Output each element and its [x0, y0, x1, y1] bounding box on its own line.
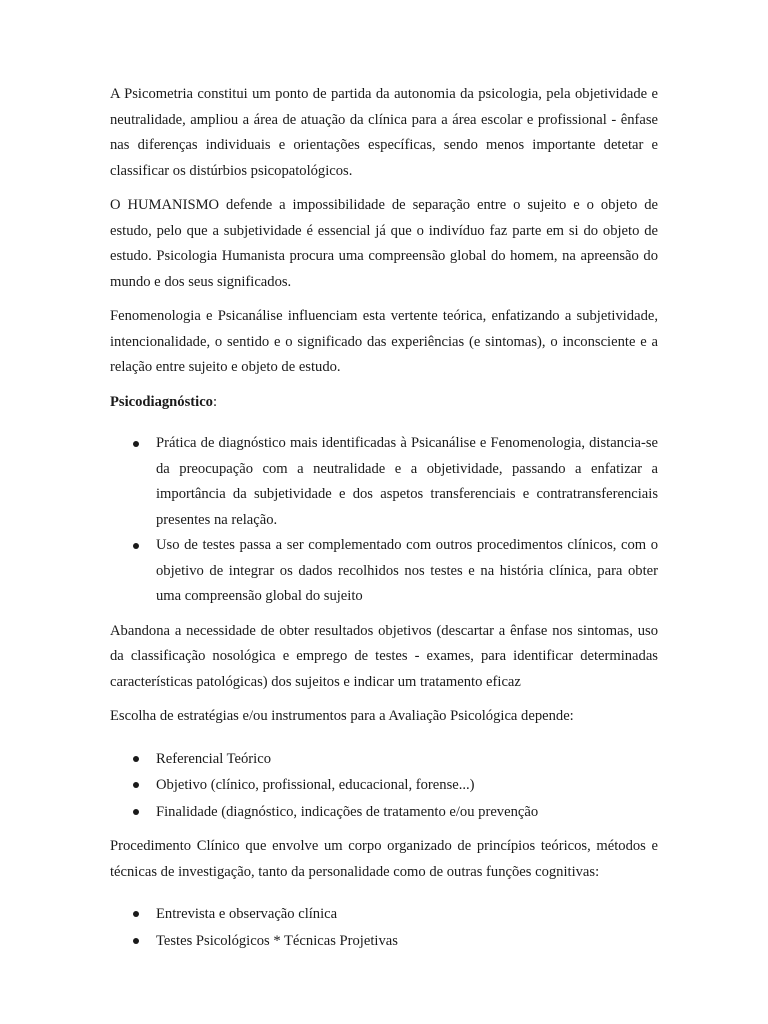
list-item-text: Objetivo (clínico, profissional, educacional, forense...)	[156, 777, 475, 793]
bullet-icon	[133, 809, 139, 815]
psicodiagnostico-list	[110, 431, 658, 610]
list-item	[156, 799, 658, 826]
list-item-text: Finalidade (diagnóstico, indicações de tratamento e/ou prevenção	[156, 803, 539, 820]
list-item-text: Uso de testes passa a ser complementado com outros procedimentos clínicos, com o objetivo de integrar os dados recolhidos nos testes e na história clínica, para obter uma compreensão global do sujeito	[156, 537, 658, 604]
paragraph-fenomenologia: Fenomenologia e Psicanálise influenciam esta vertente teórica, enfatizando a subjetividade, intencionalidade, o sentido e o significado das experiências (e sintomas), o inconsciente e a relação entre sujeito e objeto de estudo.	[110, 308, 658, 375]
paragraph-psicometria: A Psicometria constitui um ponto de partida da autonomia da psicologia, pela objetividade e neutralidade, ampliou a área de atuação da clínica para a área escolar e profissional - ênfase nas diferenças individuais e orientações específicas, sendo menos importante detetar e classificar os distúrbios psicopatológicos.	[110, 86, 658, 179]
list-item	[156, 431, 658, 533]
list-item-text: Testes Psicológicos * Técnicas Projetivas	[156, 932, 398, 949]
paragraph-escolha: Escolha de estratégias e/ou instrumentos para a Avaliação Psicológica depende:	[110, 708, 574, 724]
bullet-icon	[133, 441, 139, 447]
psicodiagnostico-heading-line	[110, 390, 658, 416]
list-item	[156, 901, 658, 928]
list-item	[156, 772, 658, 799]
document-page	[110, 82, 658, 963]
list-item-text: Entrevista e observação clínica	[156, 906, 338, 922]
paragraph-procedimento: Procedimento Clínico que envolve um corpo organizado de princípios teóricos, métodos e técnicas de investigação, tanto da personalidade como de outras funções cognitivas:	[110, 838, 658, 880]
list-item	[156, 746, 658, 773]
procedimento-list	[110, 901, 658, 954]
psicodiagnostico-heading: Psicodiagnóstico	[110, 393, 213, 410]
paragraph-humanismo: O HUMANISMO defende a impossibilidade de separação entre o sujeito e o objeto de estudo, pelo que a subjetividade é essencial já que o indivíduo faz parte em si do objeto de estudo. Psicologia Humanista procura uma compreensão global do homem, na apreensão do mundo e dos seus significados.	[110, 197, 658, 290]
depende-list	[110, 746, 658, 826]
list-item-text: Referencial Teórico	[156, 750, 271, 767]
bullet-icon	[133, 543, 139, 549]
list-item	[156, 928, 658, 955]
bullet-icon	[133, 938, 139, 944]
heading-colon: :	[212, 393, 218, 410]
list-item	[156, 533, 658, 610]
bullet-icon	[133, 756, 139, 762]
list-item-text: Prática de diagnóstico mais identificadas à Psicanálise e Fenomenologia, distancia-se da preocupação com a neutralidade e a objetividade, passando a enfatizar a importância da subjetividade e dos aspetos transferenciais e contratransferenciais presentes na relação.	[156, 435, 658, 528]
bullet-icon	[133, 782, 139, 788]
bullet-icon	[133, 911, 139, 917]
paragraph-abandona: Abandona a necessidade de obter resultados objetivos (descartar a ênfase nos sintomas, uso da classificação nosológica e emprego de testes - exames, para identificar determinadas características patológicas) dos sujeitos e indicar um tratamento eficaz	[110, 622, 658, 690]
